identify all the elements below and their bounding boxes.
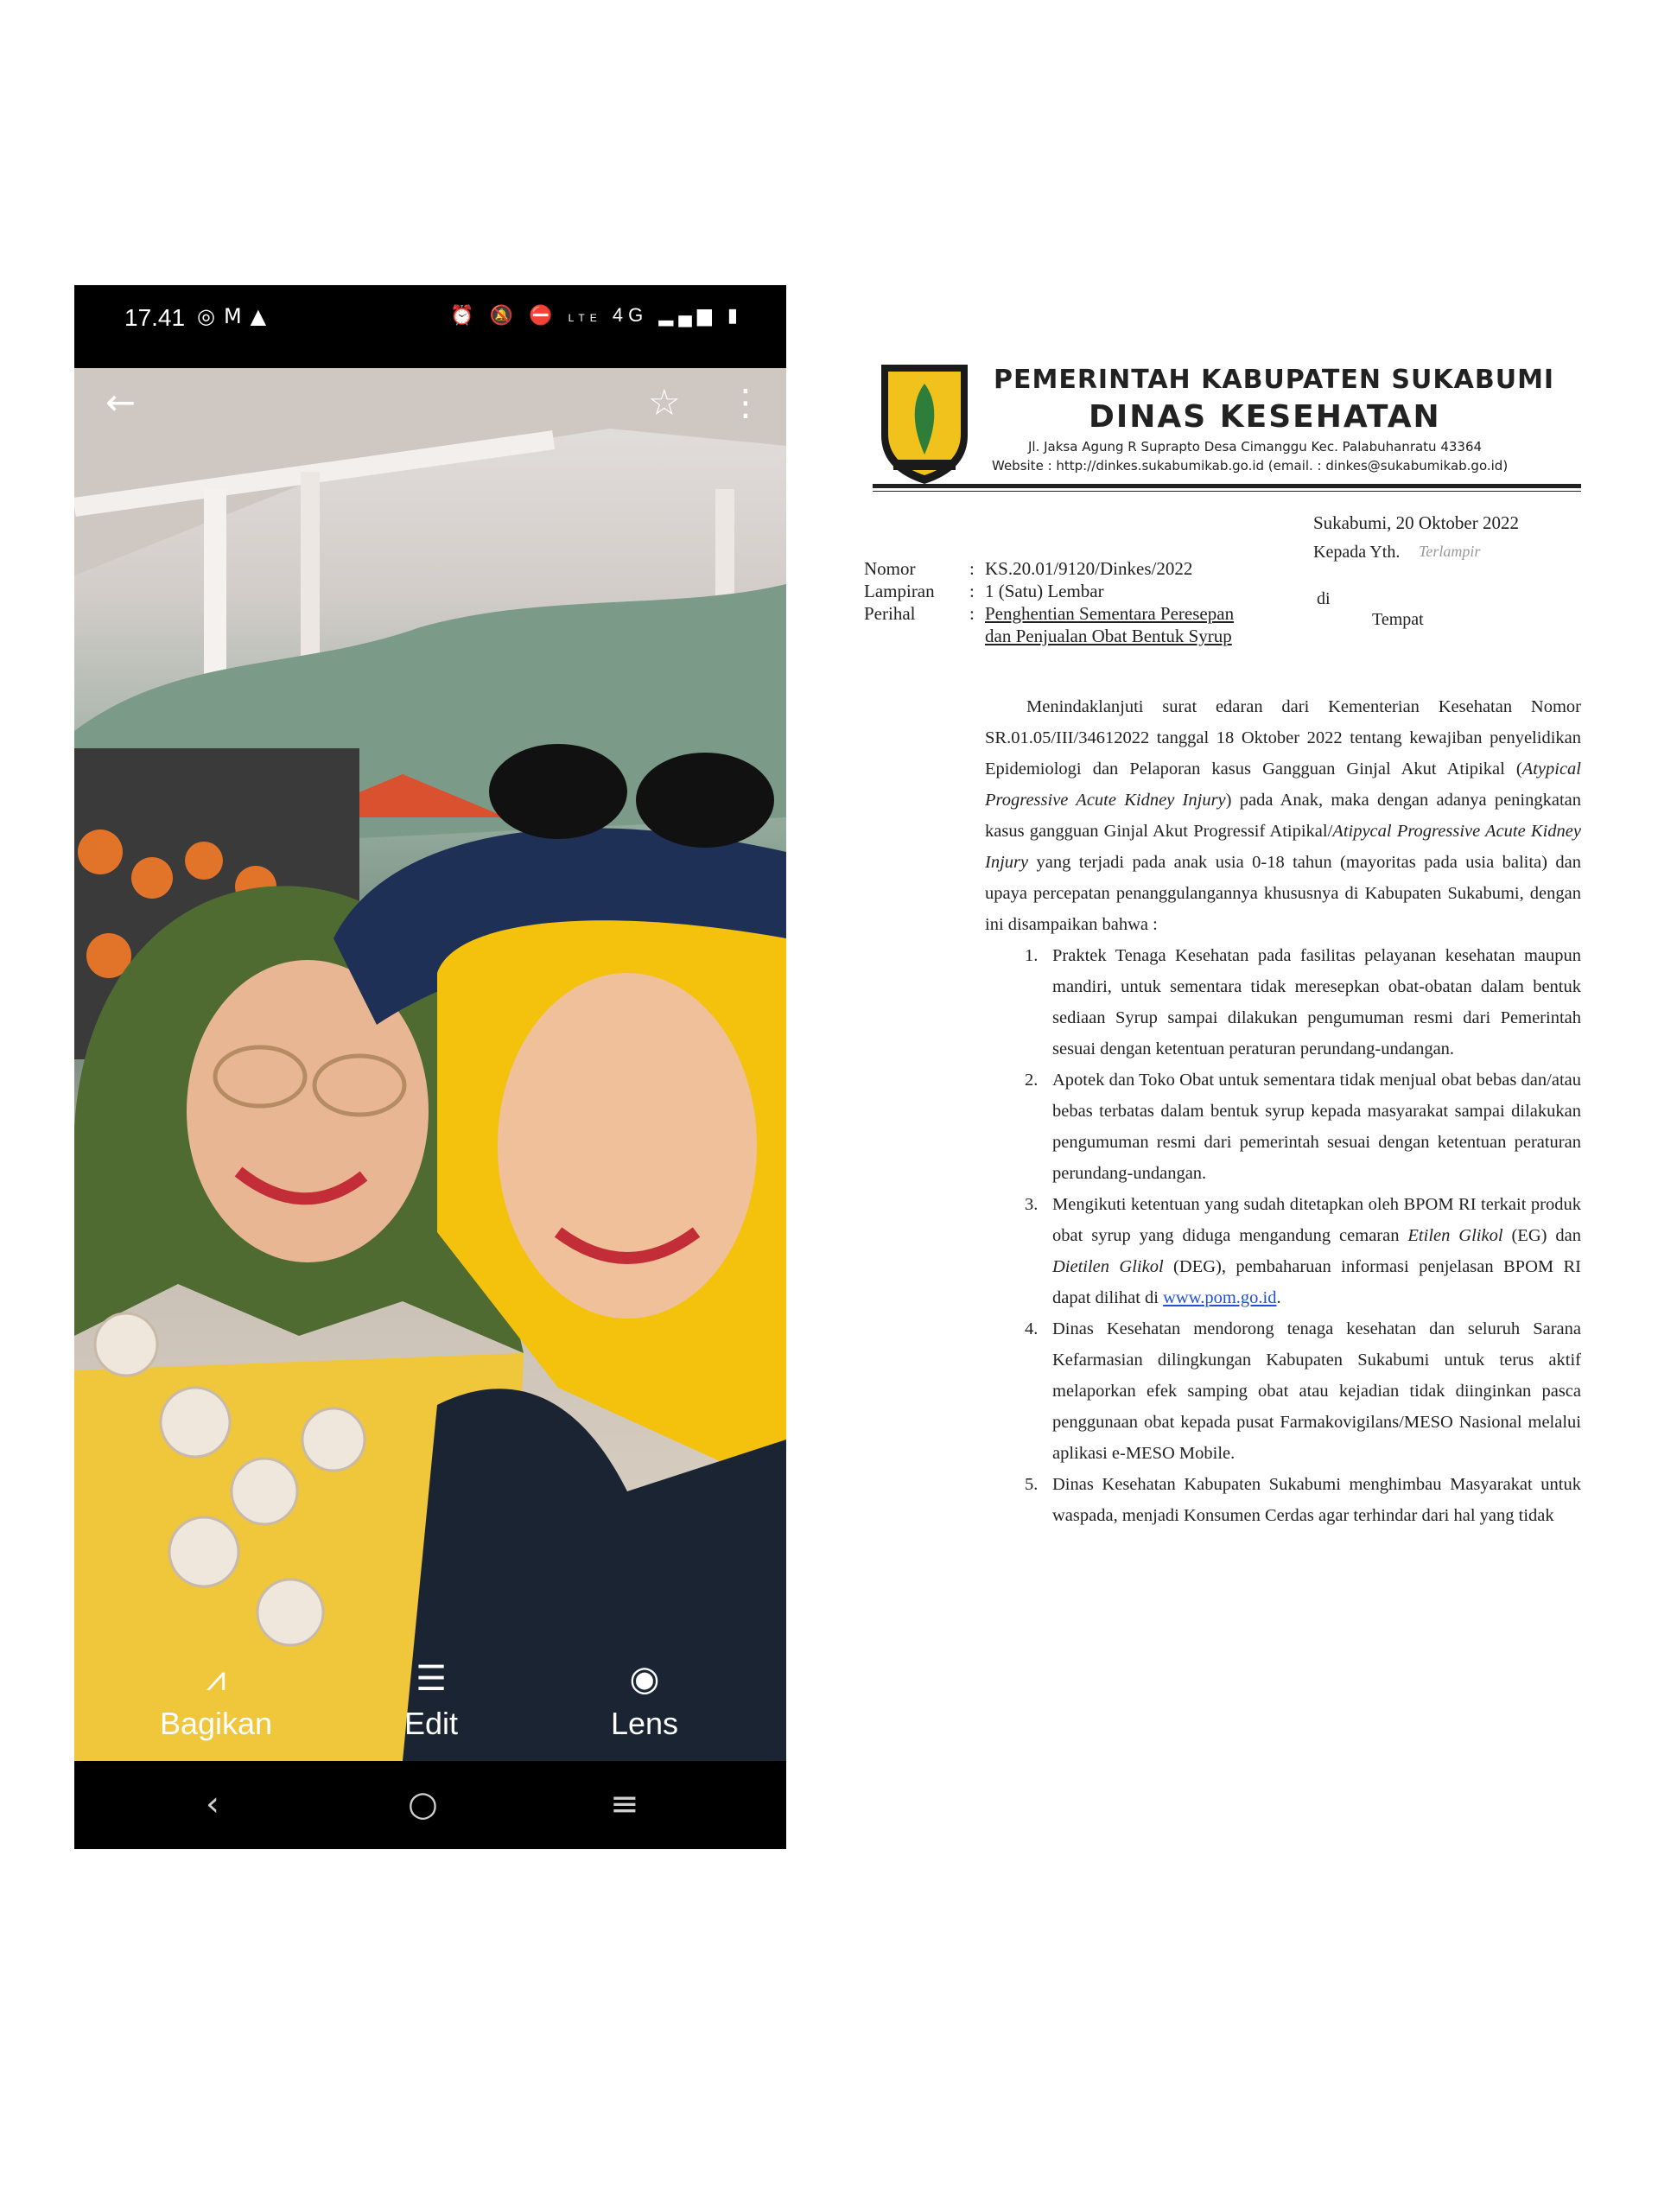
right-face [498, 973, 757, 1319]
back-arrow-icon[interactable]: ← [105, 381, 137, 423]
whatsapp-icon: ◎ [197, 304, 224, 328]
intro-paragraph: Menindaklanjuti surat edaran dari Kementerian Kesehatan Nomor SR.01.05/III/34612022 tanggal 18 Oktober 2022 tentang kewajiban penyelidikan Epidemiologi dan Pelaporan kasus Gangguan Ginjal Akut Atipikal (Atypical Progressive Acute Kidney Injury) pada Anak, maka dengan adanya peningkatan kasus gangguan Ginjal Akut Progressif Atipikal/Atipycal Progressive Acute Kidney Injury yang terjadi pada anak usia 0-18 tahun (mayoritas pada usia balita) dan upaya percepatan penanggulangannya khususnya di Kabupaten Sukabumi, dengan ini disampaikan bahwa : [985, 697, 1582, 934]
sunglasses-left [489, 744, 627, 839]
share-label: Bagikan [159, 1706, 273, 1741]
nomor-value: KS.20.01/9120/Dinkes/2022 [985, 558, 1193, 579]
sunglasses-right [636, 753, 774, 848]
alarm-icon: ⏰ [450, 304, 480, 326]
letterhead-website: Website : http://dinkes.sukabumikab.go.id (email. : dinkes@sukabumikab.go.id) [992, 458, 1509, 474]
nav-recents-icon[interactable]: ≡ [610, 1784, 639, 1824]
list-item: 4. Dinas Kesehatan mendorong tenaga kesehatan dan seluruh Sarana Kefarmasian dilingkungan Kabupaten Sukabumi untuk terus aktif melaporkan efek samping obat atau kejadian tidak diinginkan pasca penggunaan obat kepada pusat Farmakovigilans/MESO Nasional melalui aplikasi e-MESO Mobile. [1025, 1319, 1581, 1463]
bpom-link[interactable]: www.pom.go.id [1163, 1288, 1277, 1307]
perihal-value-line2: dan Penjualan Obat Bentuk Syrup [985, 626, 1232, 646]
edit-label: Edit [403, 1706, 459, 1741]
nomor-colon: : [969, 558, 975, 579]
edit-button[interactable] [345, 1659, 518, 1742]
phone-screenshot [74, 285, 786, 1849]
di-label: di [1317, 589, 1331, 608]
warning-icon: ▲ [250, 304, 276, 328]
lampiran-value: 1 (Satu) Lembar [985, 581, 1104, 601]
tempat-label: Tempat [1372, 610, 1424, 629]
do-not-disturb-icon: ⛔ [529, 304, 558, 326]
list-item: 2. Apotek dan Toko Obat untuk sementara tidak menjual obat bebas dan/atau bebas terbatas dalam bentuk syrup kepada masyarakat sampai dilakukan pengumuman resmi dari pemerintah sesuai dengan ketentuan peraturan perundang-undangan. [1025, 1071, 1581, 1183]
navigation-bar [74, 1761, 786, 1849]
more-vert-icon[interactable]: ⋮ [727, 381, 764, 423]
selfie-photo[interactable] [74, 368, 786, 1761]
status-time: 17.41 [124, 304, 186, 331]
nomor-label: Nomor [864, 558, 916, 579]
lampiran-colon: : [969, 581, 975, 601]
kabupaten-sukabumi-emblem [876, 358, 973, 487]
status-bar [74, 285, 786, 368]
network-type: 4G [612, 304, 649, 326]
lens-label: Lens [610, 1706, 679, 1741]
official-letter [855, 346, 1616, 1555]
nav-home-icon[interactable]: ○ [408, 1784, 438, 1824]
photo-scene [74, 368, 786, 1761]
list-item: 3. Mengikuti ketentuan yang sudah ditetapkan oleh BPOM RI terkait produk obat syrup yang diduga mengandung cemaran Etilen Glikol (EG) dan Dietilen Glikol (DEG), pembaharuan informasi penjelasan BPOM RI dapat dilihat di www.pom.go.id. [1025, 1195, 1582, 1307]
letterhead-org-line2: DINAS KESEHATAN [1089, 399, 1441, 435]
lens-button[interactable] [558, 1659, 731, 1742]
lampiran-label: Lampiran [864, 581, 935, 601]
tune-icon: ☰ [416, 1660, 447, 1698]
nav-back-icon[interactable]: ‹ [206, 1784, 219, 1824]
list-item: 1. Praktek Tenaga Kesehatan pada fasilitas pelayanan kesehatan maupun mandiri, untuk sementara tidak meresepkan obat-obatan dalam bentuk sediaan Syrup sampai dilakukan pengumuman resmi dari Pemerintah sesuai dengan ketentuan peraturan perundang-undangan. [1025, 946, 1581, 1058]
letterhead-rule [873, 484, 1581, 488]
recipient-name: Terlampir [1419, 543, 1481, 560]
letterhead-address: Jl. Jaksa Agung R Suprapto Desa Cimanggu Kec. Palabuhanratu 43364 [1028, 439, 1483, 454]
list-item: 5. Dinas Kesehatan Kabupaten Sukabumi menghimbau Masyarakat untuk waspada, menjadi Konsumen Cerdas agar terhindar dari hal yang tidak [1025, 1475, 1581, 1525]
points-list [985, 940, 1581, 1531]
signal-icon: ▂▄▆ [658, 304, 717, 326]
perihal-label: Perihal [864, 603, 916, 624]
lens-icon: ◉ [629, 1660, 660, 1698]
recipient-label: Kepada Yth. [1313, 543, 1401, 562]
perihal-value-line1: Penghentian Sementara Peresepan [985, 603, 1235, 624]
lte-label: LTE [568, 312, 602, 324]
perihal-colon: : [969, 603, 975, 624]
battery-icon: ▮ [727, 304, 743, 326]
share-icon: ⩘ [206, 1660, 226, 1698]
place-date: Sukabumi, 20 Oktober 2022 [1313, 512, 1519, 533]
letterhead-rule-thin [873, 491, 1581, 492]
letterhead-org-line1: PEMERINTAH KABUPATEN SUKABUMI [994, 365, 1555, 395]
share-button[interactable] [130, 1660, 302, 1742]
gmail-icon: M [223, 304, 251, 328]
star-icon[interactable]: ☆ [648, 381, 681, 423]
mute-icon: 🔕 [489, 304, 518, 326]
